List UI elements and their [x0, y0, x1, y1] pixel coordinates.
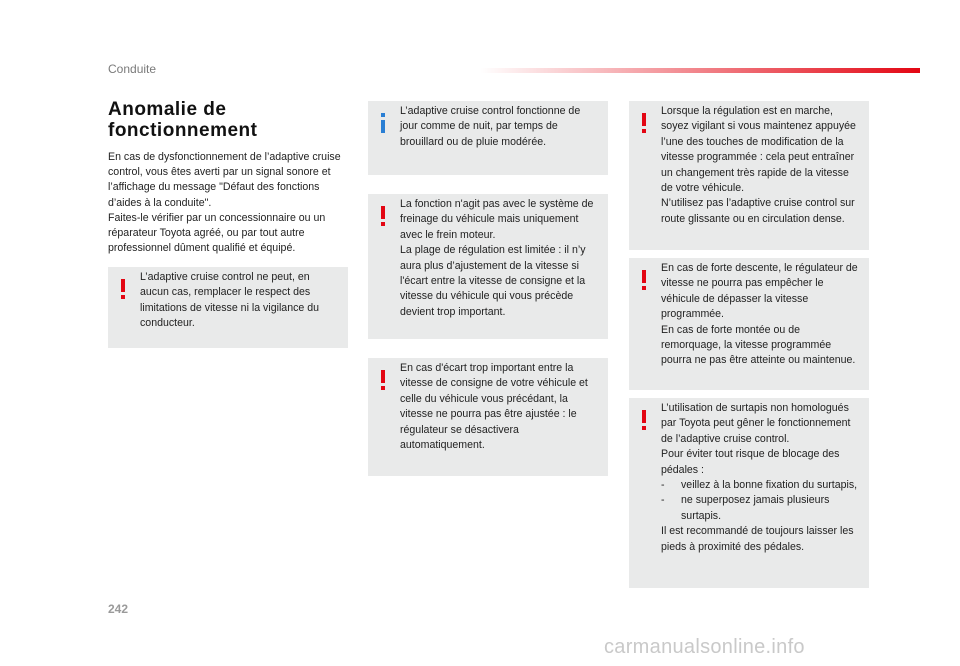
warning-text	[661, 401, 861, 555]
info-icon	[378, 113, 388, 133]
warning-box	[629, 101, 869, 250]
warning-icon	[378, 206, 388, 226]
list-item-text: veillez à la bonne fixation du surtapis,	[681, 479, 858, 492]
warning-text	[140, 270, 340, 332]
warning-box	[629, 258, 869, 390]
list-item-text: ne superposez jamais plusieurs surtapis.	[681, 494, 830, 522]
warning-text	[400, 197, 600, 320]
warning-text	[400, 361, 600, 453]
section-label: Conduite	[108, 62, 157, 76]
warning-paragraph: L’adaptive cruise control ne peut, en aucun cas, remplacer le respect des limitations de vitesse ni la vigilance du conducteur.	[140, 271, 320, 330]
info-box	[368, 101, 608, 175]
warning-paragraph: L’utilisation de surtapis non homologués par Toyota peut gêner le fonctionnement de l’adaptive cruise control.	[661, 402, 851, 445]
warning-icon	[639, 113, 649, 133]
warning-box	[368, 358, 608, 476]
list-item	[661, 478, 861, 493]
warning-icon	[639, 410, 649, 430]
warning-paragraph: N’utilisez pas l’adaptive cruise control sur route glissante ou en circulation dense.	[661, 197, 855, 225]
warning-paragraph: En cas de forte montée ou de remorquage, la vitesse programmée pourra ne pas être atteinte ou maintenue.	[661, 323, 856, 367]
section-title: Anomalie de fonctionnement	[108, 99, 258, 141]
warning-paragraph: La plage de régulation est limitée : il n’y aura plus d’ajustement de la vitesse si l'écart entre la vitesse de consigne et la vitesse du véhicule qui vous précède devient trop important.	[400, 244, 586, 318]
watermark: carmanualsonline.info	[604, 636, 805, 658]
warning-text	[661, 261, 861, 369]
list-dash: -	[661, 479, 665, 492]
intro-text	[108, 150, 346, 256]
header-accent-bar	[480, 68, 920, 73]
warning-box	[368, 194, 608, 339]
warning-icon	[378, 370, 388, 390]
warning-paragraph: Lorsque la régulation est en marche, soyez vigilant si vous maintenez appuyée l’une des touches de modification de la vitesse programmée : cela peut entraîner un changement très rapide de la vitesse de votre véhicule.	[661, 105, 856, 195]
info-paragraph: L’adaptive cruise control fonctionne de jour comme de nuit, par temps de brouillard ou de pluie modérée.	[400, 105, 581, 148]
warning-paragraph: En cas d'écart trop important entre la vitesse de consigne de votre véhicule et celle du véhicule vous précédant, la vitesse ne pourra pas être ajustée : le régulateur se désactivera automatiquement.	[400, 362, 588, 452]
list-dash: -	[661, 494, 665, 507]
intro-paragraph: En cas de dysfonctionnement de l’adaptive cruise control, vous êtes averti par un signal sonore et l’affichage du message "Défaut des fonctions d’aides à la conduite".	[108, 151, 341, 209]
warning-paragraph: Il est recommandé de toujours laisser les pieds à proximité des pédales.	[661, 525, 854, 553]
warning-paragraph: Pour éviter tout risque de blocage des pédales :	[661, 448, 840, 476]
intro-paragraph: Faites-le vérifier par un concessionnaire ou un réparateur Toyota agréé, ou par tout autre professionnel dûment qualifié et équipé.	[108, 211, 326, 255]
warning-box	[629, 398, 869, 588]
warning-text	[661, 104, 861, 227]
warning-box	[108, 267, 348, 348]
warning-paragraph: En cas de forte descente, le régulateur de vitesse ne pourra pas empêcher le véhicule de dépasser la vitesse programmée.	[661, 262, 858, 321]
warning-icon	[639, 270, 649, 290]
warning-paragraph: La fonction n'agit pas avec le système de freinage du véhicule mais uniquement avec le frein moteur.	[400, 198, 594, 241]
info-text	[400, 104, 600, 150]
warning-icon	[118, 279, 128, 299]
list-item	[661, 493, 861, 524]
page-number: 242	[108, 602, 129, 616]
